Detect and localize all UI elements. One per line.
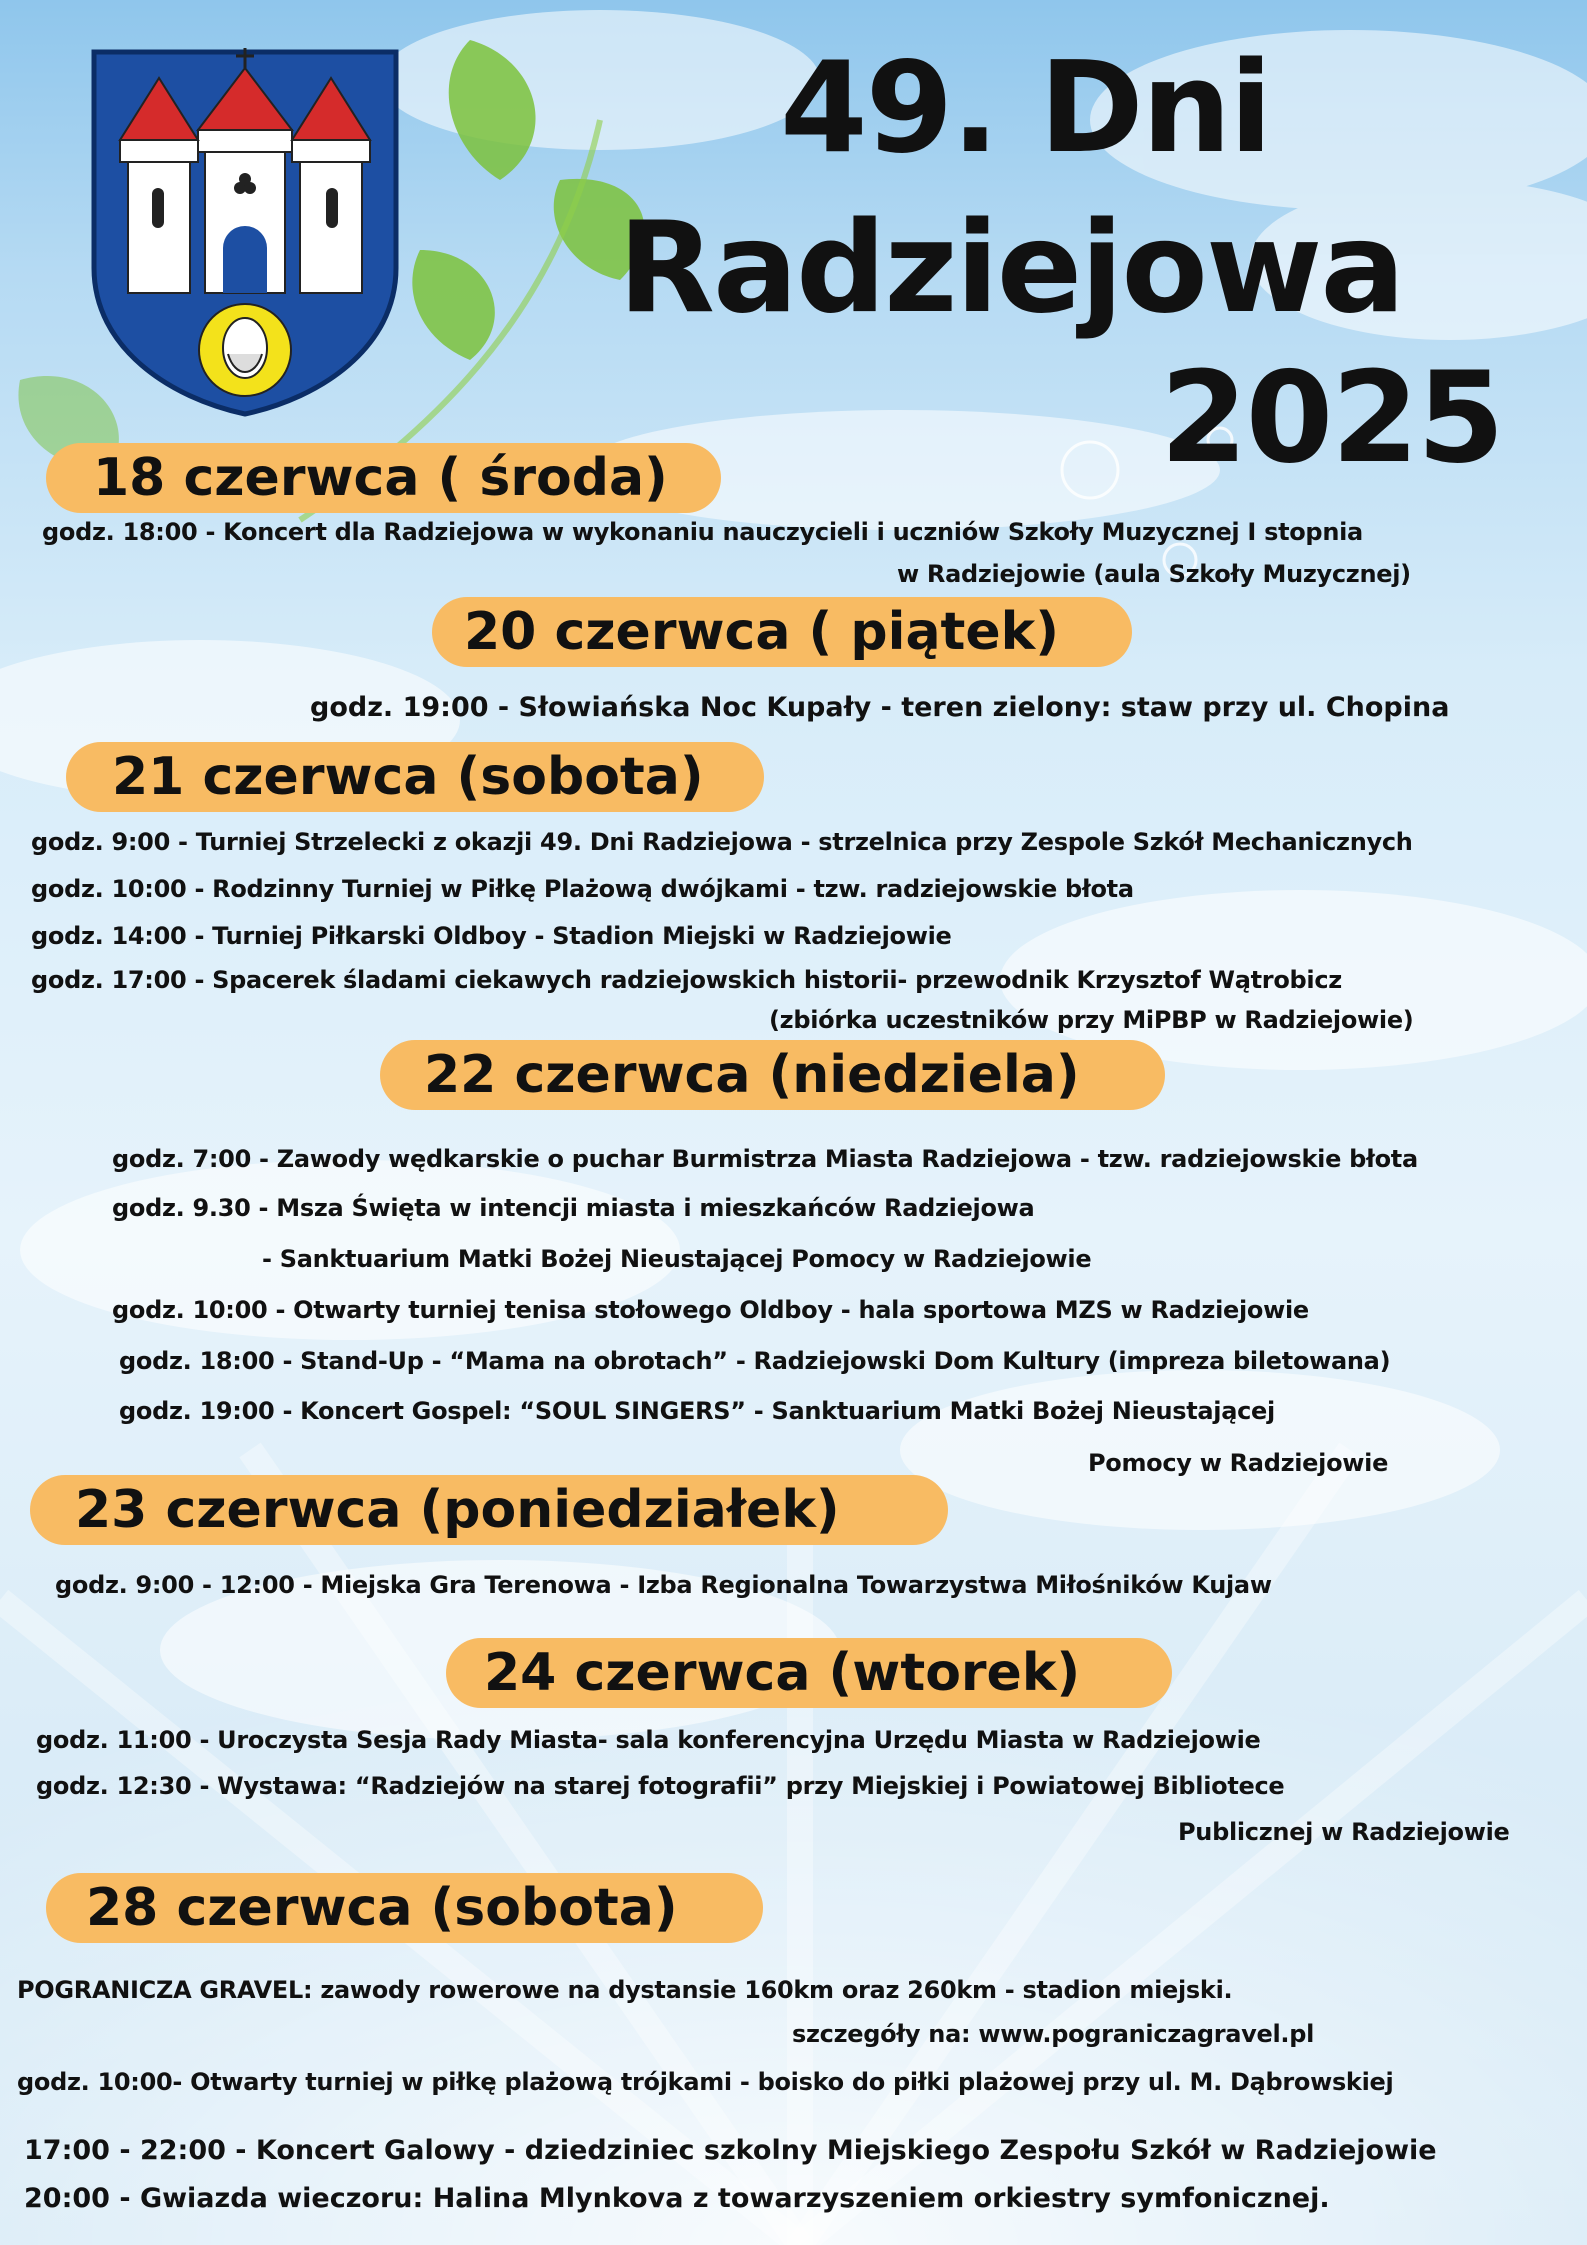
radziejow-coat-of-arms-icon xyxy=(90,48,400,418)
event-line: godz. 18:00 - Stand-Up - “Mama na obrotach” - Radziejowski Dom Kultury (impreza biletowana) xyxy=(119,1347,1391,1375)
day-heading-label: 21 czerwca (sobota) xyxy=(112,747,704,807)
title-line-1: 49. Dni xyxy=(780,34,1271,181)
event-line: godz. 19:00 - Słowiańska Noc Kupały - teren zielony: staw przy ul. Chopina xyxy=(310,692,1450,723)
event-line: godz. 9:00 - Turniej Strzelecki z okazji 49. Dni Radziejowa - strzelnica przy Zespole Szkół Mechanicznych xyxy=(31,828,1413,856)
title-line-3: 2025 xyxy=(1160,344,1503,491)
day-heading-20 xyxy=(432,597,1132,667)
day-heading-24 xyxy=(446,1638,1172,1708)
day-heading-label: 24 czerwca (wtorek) xyxy=(484,1643,1081,1703)
event-line: godz. 12:30 - Wystawa: “Radziejów na starej fotografii” przy Miejskiej i Powiatowej Bibliotece xyxy=(36,1772,1285,1800)
event-line: Publicznej w Radziejowie xyxy=(1178,1818,1510,1846)
day-heading-label: 20 czerwca ( piątek) xyxy=(464,602,1060,662)
event-line: szczegóły na: www.pograniczagravel.pl xyxy=(792,2020,1314,2048)
event-line: - Sanktuarium Matki Bożej Nieustającej Pomocy w Radziejowie xyxy=(262,1245,1092,1273)
day-heading-21 xyxy=(66,742,764,812)
event-line: 20:00 - Gwiazda wieczoru: Halina Mlynkova z towarzyszeniem orkiestry symfonicznej. xyxy=(24,2183,1330,2214)
event-line: (zbiórka uczestników przy MiPBP w Radziejowie) xyxy=(769,1006,1414,1034)
event-line: w Radziejowie (aula Szkoły Muzycznej) xyxy=(897,560,1411,588)
day-heading-22 xyxy=(380,1040,1165,1110)
day-heading-18 xyxy=(46,443,721,513)
day-heading-label: 18 czerwca ( środa) xyxy=(93,448,668,508)
day-heading-label: 23 czerwca (poniedziałek) xyxy=(75,1480,840,1540)
event-line: godz. 11:00 - Uroczysta Sesja Rady Miasta- sala konferencyjna Urzędu Miasta w Radziejowie xyxy=(36,1726,1261,1754)
event-line: godz. 9.30 - Msza Święta w intencji miasta i mieszkańców Radziejowa xyxy=(112,1194,1035,1222)
title-line-2: Radziejowa xyxy=(618,194,1404,341)
day-heading-label: 28 czerwca (sobota) xyxy=(86,1878,678,1938)
event-line: godz. 14:00 - Turniej Piłkarski Oldboy - Stadion Miejski w Radziejowie xyxy=(31,922,952,950)
event-line: godz. 9:00 - 12:00 - Miejska Gra Terenowa - Izba Regionalna Towarzystwa Miłośników Kujaw xyxy=(55,1571,1272,1599)
event-line: godz. 10:00- Otwarty turniej w piłkę plażową trójkami - boisko do piłki plażowej przy ul. M. Dąbrowskiej xyxy=(17,2068,1394,2096)
event-line: godz. 17:00 - Spacerek śladami ciekawych radziejowskich historii- przewodnik Krzysztof Wątrobicz xyxy=(31,966,1342,994)
event-line: godz. 19:00 - Koncert Gospel: “SOUL SINGERS” - Sanktuarium Matki Bożej Nieustającej xyxy=(119,1397,1275,1425)
event-line: godz. 10:00 - Otwarty turniej tenisa stołowego Oldboy - hala sportowa MZS w Radziejowie xyxy=(112,1296,1309,1324)
event-line: godz. 7:00 - Zawody wędkarskie o puchar Burmistrza Miasta Radziejowa - tzw. radziejowskie błota xyxy=(112,1145,1418,1173)
event-line: 17:00 - 22:00 - Koncert Galowy - dziedziniec szkolny Miejskiego Zespołu Szkół w Radziejowie xyxy=(24,2135,1437,2166)
event-line: godz. 18:00 - Koncert dla Radziejowa w wykonaniu nauczycieli i uczniów Szkoły Muzycznej I stopnia xyxy=(42,518,1363,546)
event-line: Pomocy w Radziejowie xyxy=(1088,1449,1389,1477)
day-heading-23 xyxy=(30,1475,948,1545)
day-heading-label: 22 czerwca (niedziela) xyxy=(424,1045,1080,1105)
event-line: POGRANICZA GRAVEL: zawody rowerowe na dystansie 160km oraz 260km - stadion miejski. xyxy=(17,1976,1233,2004)
day-heading-28 xyxy=(46,1873,763,1943)
event-line: godz. 10:00 - Rodzinny Turniej w Piłkę Plażową dwójkami - tzw. radziejowskie błota xyxy=(31,875,1134,903)
